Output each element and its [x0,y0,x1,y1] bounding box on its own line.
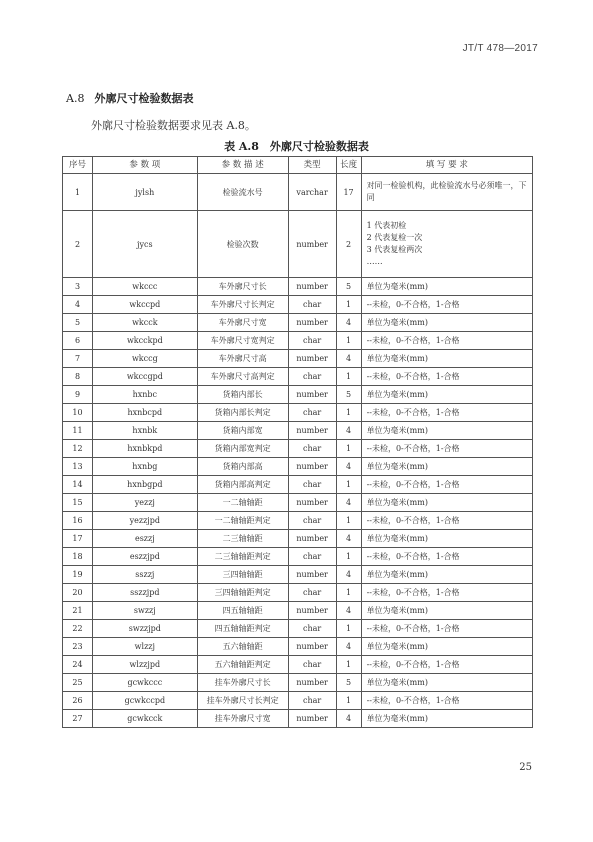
requirement-line: 单位为毫米(mm) [366,317,428,327]
table-row [63,476,533,494]
cell-requirement [361,211,532,278]
requirement-line: --未检，0-不合格，1-合格 [366,623,460,633]
cell-number: 1 [63,174,93,211]
cell-param: yezzj [92,494,197,512]
cell-type: char [288,692,336,710]
cell-requirement [361,350,532,368]
requirement-line: 单位为毫米(mm) [366,425,428,435]
cell-number: 21 [63,602,93,620]
requirement-line: --未检，0-不合格，1-合格 [366,299,460,309]
cell-requirement [361,638,532,656]
table-row [63,566,533,584]
cell-length: 1 [336,440,361,458]
cell-description: 挂车外廓尺寸长判定 [197,692,288,710]
cell-description: 检验次数 [197,211,288,278]
requirement-line: --未检，0-不合格，1-合格 [366,479,460,489]
cell-description: 货箱内部长判定 [197,404,288,422]
cell-length: 4 [336,422,361,440]
cell-type: number [288,530,336,548]
table-row [63,620,533,638]
section-number: A.8 [66,92,85,105]
table-row [63,296,533,314]
cell-description: 车外廓尺寸宽 [197,314,288,332]
cell-param: yezzjpd [92,512,197,530]
cell-requirement [361,566,532,584]
cell-param: wkccpd [92,296,197,314]
table-row [63,584,533,602]
cell-description: 车外廓尺寸高 [197,350,288,368]
requirement-line: 单位为毫米(mm) [366,389,428,399]
cell-length: 17 [336,174,361,211]
cell-requirement [361,692,532,710]
cell-length: 5 [336,278,361,296]
standard-code: JT/T 478—2017 [462,43,538,54]
requirement-line: 单位为毫米(mm) [366,497,428,507]
cell-description: 二三轴轴距判定 [197,548,288,566]
cell-param: hxnbg [92,458,197,476]
cell-requirement [361,296,532,314]
cell-param: hxnbk [92,422,197,440]
table-row [63,350,533,368]
table-row [63,548,533,566]
cell-requirement [361,548,532,566]
table-header-row [63,157,533,174]
cell-number: 16 [63,512,93,530]
cell-type: number [288,386,336,404]
cell-param: wkccc [92,278,197,296]
table-row [63,314,533,332]
cell-length: 1 [336,512,361,530]
cell-requirement [361,674,532,692]
cell-requirement [361,620,532,638]
cell-number: 12 [63,440,93,458]
requirement-line: 对同一检验机构，此检验流水号必须唯一，下同 [366,181,527,202]
cell-length: 1 [336,620,361,638]
cell-length: 4 [336,566,361,584]
table-row [63,404,533,422]
cell-description: 五六轴轴距 [197,638,288,656]
requirement-line: 单位为毫米(mm) [366,569,428,579]
table-row [63,440,533,458]
requirement-line: 单位为毫米(mm) [366,353,428,363]
cell-requirement [361,512,532,530]
cell-number: 9 [63,386,93,404]
cell-description: 检验流水号 [197,174,288,211]
cell-length: 4 [336,458,361,476]
cell-length: 2 [336,211,361,278]
cell-length: 5 [336,386,361,404]
table-row [63,674,533,692]
cell-number: 14 [63,476,93,494]
requirement-line: --未检，0-不合格，1-合格 [366,407,460,417]
cell-requirement [361,476,532,494]
cell-type: number [288,211,336,278]
cell-description: 车外廓尺寸长 [197,278,288,296]
cell-requirement [361,174,532,211]
requirement-line: --未检，0-不合格，1-合格 [366,371,460,381]
cell-length: 1 [336,656,361,674]
cell-description: 货箱内部高判定 [197,476,288,494]
cell-param: swzzj [92,602,197,620]
cell-type: number [288,458,336,476]
cell-description: 货箱内部长 [197,386,288,404]
cell-requirement [361,314,532,332]
table-row [63,530,533,548]
table-body [63,174,533,728]
cell-description: 挂车外廓尺寸宽 [197,710,288,728]
cell-length: 1 [336,296,361,314]
requirement-line: 单位为毫米(mm) [366,605,428,615]
section-title: 外廓尺寸检验数据表 [94,92,194,105]
cell-requirement [361,278,532,296]
table-row [63,458,533,476]
cell-requirement [361,458,532,476]
column-header: 长度 [336,157,361,174]
cell-param: eszzj [92,530,197,548]
cell-description: 挂车外廓尺寸长 [197,674,288,692]
cell-length: 1 [336,368,361,386]
cell-requirement [361,656,532,674]
cell-number: 13 [63,458,93,476]
requirement-line: --未检，0-不合格，1-合格 [366,551,460,561]
cell-param: hxnbgpd [92,476,197,494]
cell-requirement [361,602,532,620]
table-row [63,422,533,440]
cell-number: 25 [63,674,93,692]
cell-length: 1 [336,404,361,422]
cell-number: 17 [63,530,93,548]
requirement-line: 单位为毫米(mm) [366,461,428,471]
cell-length: 4 [336,350,361,368]
cell-number: 15 [63,494,93,512]
cell-requirement [361,494,532,512]
cell-description: 一二轴轴距判定 [197,512,288,530]
cell-number: 4 [63,296,93,314]
cell-description: 一二轴轴距 [197,494,288,512]
cell-length: 1 [336,332,361,350]
column-header: 参 数 项 [92,157,197,174]
requirement-line: 单位为毫米(mm) [366,713,428,723]
cell-requirement [361,710,532,728]
cell-type: number [288,638,336,656]
cell-param: wkcck [92,314,197,332]
cell-number: 18 [63,548,93,566]
cell-type: char [288,404,336,422]
section-heading [66,90,193,106]
table-row [63,656,533,674]
table-row [63,494,533,512]
cell-requirement [361,404,532,422]
cell-number: 11 [63,422,93,440]
requirement-line: …… [366,257,383,266]
table-row [63,602,533,620]
table-row [63,332,533,350]
cell-number: 22 [63,620,93,638]
cell-type: number [288,314,336,332]
cell-number: 20 [63,584,93,602]
cell-requirement [361,584,532,602]
column-header: 序号 [63,157,93,174]
cell-number: 27 [63,710,93,728]
cell-number: 7 [63,350,93,368]
cell-length: 4 [336,602,361,620]
column-header: 类型 [288,157,336,174]
cell-requirement [361,386,532,404]
column-header: 填 写 要 求 [361,157,532,174]
cell-description: 车外廓尺寸高判定 [197,368,288,386]
cell-description: 四五轴轴距判定 [197,620,288,638]
cell-description: 货箱内部宽判定 [197,440,288,458]
requirement-line: 单位为毫米(mm) [366,533,428,543]
cell-type: number [288,278,336,296]
cell-requirement [361,530,532,548]
cell-description: 货箱内部高 [197,458,288,476]
cell-type: char [288,296,336,314]
cell-type: char [288,584,336,602]
requirement-line: --未检，0-不合格，1-合格 [366,443,460,453]
cell-description: 三四轴轴距 [197,566,288,584]
cell-number: 5 [63,314,93,332]
cell-length: 4 [336,710,361,728]
cell-param: hxnbcpd [92,404,197,422]
cell-param: gcwkcck [92,710,197,728]
requirement-line: --未检，0-不合格，1-合格 [366,515,460,525]
cell-length: 5 [336,674,361,692]
cell-param: sszzjpd [92,584,197,602]
column-header: 参 数 描 述 [197,157,288,174]
requirement-line: --未检，0-不合格，1-合格 [366,335,460,345]
cell-requirement [361,422,532,440]
table-row [63,692,533,710]
cell-type: char [288,548,336,566]
requirement-line: --未检，0-不合格，1-合格 [366,695,460,705]
cell-param: wkccgpd [92,368,197,386]
cell-length: 4 [336,530,361,548]
cell-number: 24 [63,656,93,674]
cell-param: swzzjpd [92,620,197,638]
cell-param: jycs [92,211,197,278]
cell-param: wkcckpd [92,332,197,350]
table-row [63,368,533,386]
spec-table [62,156,533,728]
cell-length: 1 [336,584,361,602]
cell-number: 6 [63,332,93,350]
table-row [63,710,533,728]
cell-type: char [288,368,336,386]
cell-type: char [288,476,336,494]
cell-param: gcwkccc [92,674,197,692]
cell-param: hxnbkpd [92,440,197,458]
table-row [63,211,533,278]
cell-number: 19 [63,566,93,584]
table-row [63,174,533,211]
requirement-line: --未检，0-不合格，1-合格 [366,587,460,597]
table-row [63,386,533,404]
cell-type: number [288,350,336,368]
cell-param: sszzj [92,566,197,584]
cell-requirement [361,368,532,386]
table-row [63,512,533,530]
table-title: 表 A.8 外廓尺寸检验数据表 [224,140,369,153]
intro-paragraph: 外廓尺寸检验数据要求见表 A.8。 [91,119,256,132]
requirement-line: 1 代表初检 [366,221,407,230]
cell-number: 23 [63,638,93,656]
cell-length: 4 [336,314,361,332]
cell-param: wlzzjpd [92,656,197,674]
cell-type: number [288,566,336,584]
requirement-line: 2 代表复检一次 [366,233,423,242]
cell-type: char [288,440,336,458]
cell-type: number [288,422,336,440]
cell-description: 车外廓尺寸长判定 [197,296,288,314]
requirement-line: 单位为毫米(mm) [366,281,428,291]
cell-param: eszzjpd [92,548,197,566]
cell-param: hxnbc [92,386,197,404]
requirement-line: --未检，0-不合格，1-合格 [366,659,460,669]
cell-number: 10 [63,404,93,422]
cell-type: number [288,674,336,692]
cell-type: varchar [288,174,336,211]
cell-number: 3 [63,278,93,296]
cell-length: 4 [336,494,361,512]
cell-param: jylsh [92,174,197,211]
cell-param: gcwkccpd [92,692,197,710]
requirement-line: 3 代表复检两次 [366,245,423,254]
cell-description: 货箱内部宽 [197,422,288,440]
cell-param: wkccg [92,350,197,368]
cell-type: char [288,620,336,638]
requirement-line: 单位为毫米(mm) [366,641,428,651]
cell-type: number [288,602,336,620]
cell-description: 二三轴轴距 [197,530,288,548]
table-row [63,278,533,296]
cell-type: char [288,512,336,530]
cell-length: 1 [336,548,361,566]
page-number: 25 [519,762,532,773]
cell-length: 1 [336,476,361,494]
table-row [63,638,533,656]
cell-requirement [361,332,532,350]
cell-description: 四五轴轴距 [197,602,288,620]
cell-number: 26 [63,692,93,710]
cell-type: char [288,332,336,350]
cell-length: 4 [336,638,361,656]
cell-description: 三四轴轴距判定 [197,584,288,602]
cell-type: char [288,656,336,674]
cell-requirement [361,440,532,458]
cell-param: wlzzj [92,638,197,656]
cell-length: 1 [336,692,361,710]
cell-number: 2 [63,211,93,278]
cell-description: 车外廓尺寸宽判定 [197,332,288,350]
cell-type: number [288,494,336,512]
requirement-line: 单位为毫米(mm) [366,677,428,687]
cell-description: 五六轴轴距判定 [197,656,288,674]
cell-number: 8 [63,368,93,386]
cell-type: number [288,710,336,728]
